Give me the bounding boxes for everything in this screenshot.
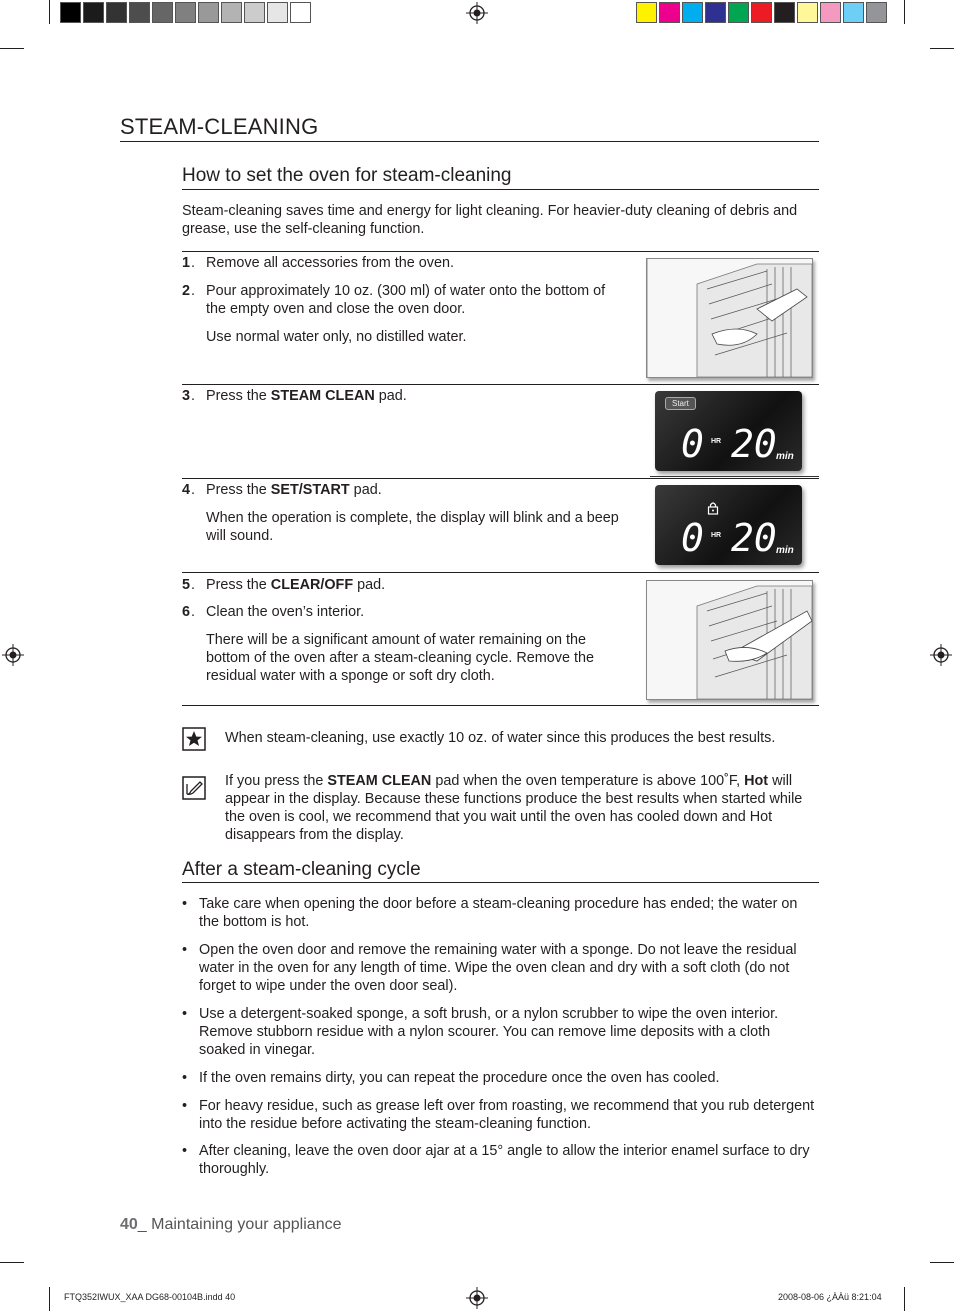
hours-digit: 0 <box>681 516 704 560</box>
color-swatch <box>728 2 749 23</box>
gray-swatch <box>198 2 219 23</box>
color-swatch <box>866 2 887 23</box>
note-pencil-icon <box>182 776 206 800</box>
color-swatch <box>797 2 818 23</box>
oven-display-locked <box>655 485 802 565</box>
step-number: 1 <box>182 255 191 271</box>
footer-label: _ Maintaining your appliance <box>137 1216 342 1233</box>
color-swatch <box>636 2 657 23</box>
crop-mark <box>0 48 24 49</box>
step-note: Use normal water only, no distilled water. <box>206 329 467 345</box>
step-text: Press the SET/START pad. <box>206 482 382 498</box>
gray-swatch <box>221 2 242 23</box>
gray-swatch <box>244 2 265 23</box>
registration-mark-icon <box>466 2 488 24</box>
section-rule <box>182 189 819 190</box>
step-text: Press the CLEAR/OFF pad. <box>206 577 386 593</box>
crop-mark <box>904 0 905 24</box>
color-swatch <box>843 2 864 23</box>
step-divider <box>182 384 819 385</box>
step-number: 2 <box>182 283 191 299</box>
color-swatch <box>659 2 680 23</box>
step-number: 6 <box>182 604 191 620</box>
step-text: Pour approximately 10 oz. (300 ml) of water onto the bottom of the empty oven and close the oven door. <box>206 283 606 317</box>
step-divider <box>182 478 819 479</box>
step-note: There will be a significant amount of water remaining on the bottom of the oven after a steam-cleaning cycle. Remove the residual water with a sponge or soft dry cloth. <box>206 632 594 684</box>
step-divider <box>182 572 819 573</box>
registration-mark-icon <box>466 1287 488 1309</box>
print-slug-right: 2008-08-06 ¿ÀÀü 8:21:04 <box>778 1292 882 1302</box>
color-swatch <box>774 2 795 23</box>
step-number: 3 <box>182 388 191 404</box>
start-indicator: Start <box>665 397 696 410</box>
section-heading-setup: How to set the oven for steam-cleaning <box>182 165 512 186</box>
hours-unit: HR <box>711 532 722 539</box>
tip-text: When steam-cleaning, use exactly 10 oz. of water since this produces the best results. <box>225 730 776 746</box>
step-note: When the operation is complete, the display will blink and a beep will sound. <box>206 510 619 544</box>
page-footer <box>120 1216 341 1234</box>
gray-swatch <box>152 2 173 23</box>
color-swatch <box>820 2 841 23</box>
crop-mark <box>930 48 954 49</box>
step-divider <box>182 251 819 252</box>
oven-wipe-interior-illustration <box>646 580 813 700</box>
minutes-digits: 20 <box>731 422 777 466</box>
gray-swatch <box>290 2 311 23</box>
crop-mark <box>0 1262 24 1263</box>
oven-display-start <box>655 391 802 471</box>
step-number: 5 <box>182 577 191 593</box>
crop-mark <box>49 1287 50 1311</box>
color-swatch <box>705 2 726 23</box>
color-swatch <box>751 2 772 23</box>
page-number: 40 <box>120 1216 138 1233</box>
crop-mark <box>49 0 50 24</box>
minutes-digits: 20 <box>731 516 777 560</box>
print-slug-left: FTQ352IWUX_XAA DG68-00104B.indd 40 <box>64 1292 236 1302</box>
registration-mark-icon <box>2 644 24 666</box>
crop-mark <box>904 1287 905 1311</box>
step-text: Clean the oven’s interior. <box>206 604 365 620</box>
lock-icon <box>707 501 719 515</box>
minutes-unit: min <box>776 451 794 462</box>
step-text: Press the STEAM CLEAN pad. <box>206 388 407 404</box>
section-rule <box>182 882 819 883</box>
gray-swatch <box>106 2 127 23</box>
registration-mark-icon <box>930 644 952 666</box>
title-rule <box>120 141 819 142</box>
gray-swatch <box>129 2 150 23</box>
gray-swatch <box>60 2 81 23</box>
gray-swatch <box>267 2 288 23</box>
intro-paragraph: Steam-cleaning saves time and energy for light cleaning. For heavier-duty cleaning of debris and grease, use the self-cleaning function. <box>182 203 798 237</box>
color-swatch <box>682 2 703 23</box>
gray-swatch <box>83 2 104 23</box>
star-tip-icon <box>182 727 206 751</box>
step-text: Remove all accessories from the oven. <box>206 255 454 271</box>
hours-unit: HR <box>711 438 722 445</box>
hours-digit: 0 <box>681 422 704 466</box>
step-number: 4 <box>182 482 191 498</box>
display-base-line <box>650 476 819 477</box>
gray-swatch <box>175 2 196 23</box>
oven-pour-water-illustration <box>646 258 813 378</box>
crop-mark <box>930 1262 954 1263</box>
step-divider <box>182 705 819 706</box>
section-heading-after: After a steam-cleaning cycle <box>182 859 421 880</box>
note-text: If you press the STEAM CLEAN pad when the oven temperature is above 100˚F, Hot will appear in the display. Because these functions produce the best results when started while the oven is cool, we recommend that you wait until the oven has cooled down and Hot disappears from the display. <box>225 773 803 843</box>
page-title: STEAM-CLEANING <box>120 114 319 139</box>
minutes-unit: min <box>776 545 794 556</box>
